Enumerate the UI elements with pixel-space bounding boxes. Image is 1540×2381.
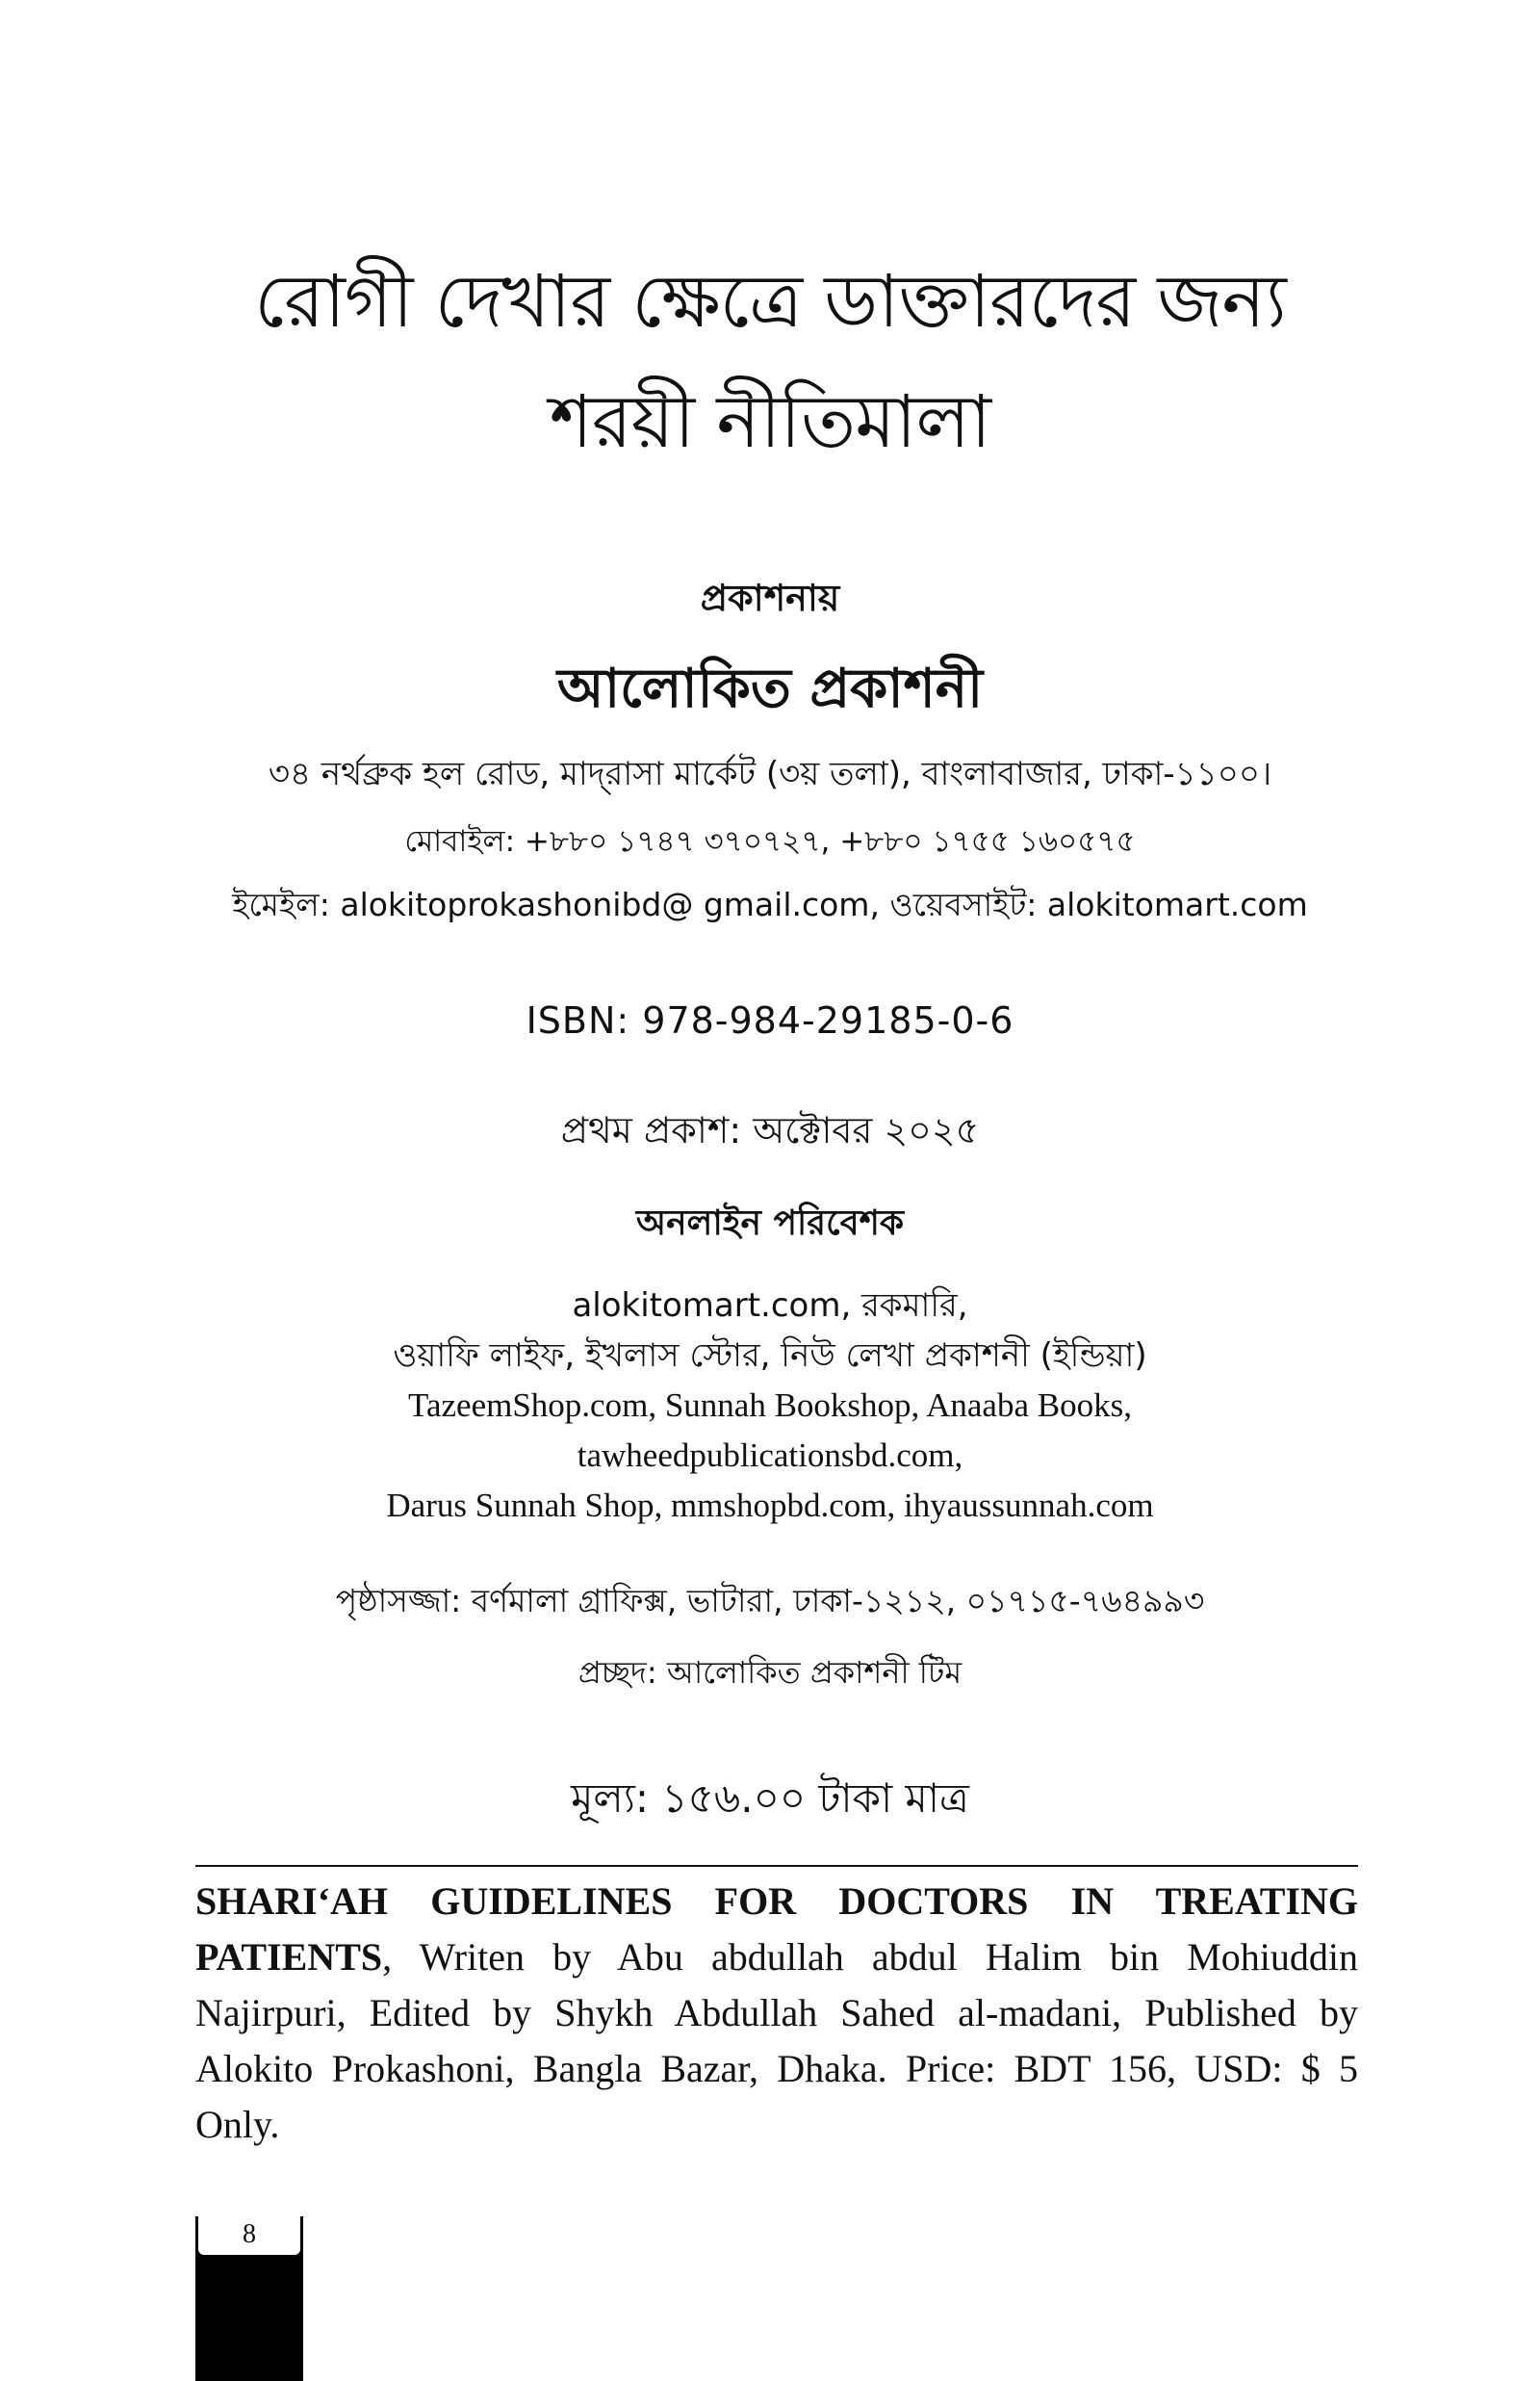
divider-rule [195,1865,1358,1867]
page-number: 8 [198,2216,300,2255]
publisher-mobile: মোবাইল: +৮৮০ ১৭৪৭ ৩৭০৭২৭, +৮৮০ ১৭৫৫ ১৬০৫৭৫ [404,824,1136,859]
book-title-line-2: শরয়ী নীতিমালা [549,378,991,464]
publisher-address: ৩৪ নর্থব্রুক হল রোড, মাদ্‌রাসা মার্কেট (৩য় তলা), বাংলাবাজার, ঢাকা-১১০০। [268,755,1272,793]
english-summary [195,1874,1358,2153]
cover-credit: প্রচ্ছদ: আলোকিত প্রকাশনী টিম [578,1654,962,1691]
isbn: ISBN: 978-984-29185-0-6 [526,999,1014,1042]
book-title-line-1: রোগী দেখার ক্ষেত্রে ডাক্তারদের জন্য [254,258,1286,344]
online-distributors-list [0,1281,1540,1531]
online-distributors-line-1: alokitomart.com, রকমারি, [572,1286,968,1325]
page-layout-credit: পৃষ্ঠাসজ্জা: বর্ণমালা গ্রাফিক্স, ভাটারা, ঢাকা-১২১২, ০১৭১৫-৭৬৪৯৯৩ [335,1582,1205,1619]
online-distributors-heading: অনলাইন পরিবেশক [635,1203,905,1243]
publisher-email-website: ইমেইল: alokitoprokashonibd@ gmail.com, ওয়েবসাইট: alokitomart.com [232,886,1308,923]
first-publication: প্রথম প্রকাশ: অক্টোবর ২০২৫ [560,1109,980,1152]
online-distributors-line-5: Darus Sunnah Shop, mmshopbd.com, ihyaussunnah.com [386,1487,1154,1524]
publisher-label: প্রকাশনায় [700,577,840,619]
book-title [0,241,1540,481]
online-distributors-line-2: ওয়াফি লাইফ, ইখলাস স্টোর, নিউ লেখা প্রকাশনী (ইন্ডিয়া) [393,1336,1147,1375]
publisher-name: আলোকিত প্রকাশনী [556,658,984,720]
price: মূল্য: ১৫৬.০০ টাকা মাত্র [571,1774,969,1822]
online-distributors-line-4: tawheedpublicationsbd.com, [577,1436,963,1474]
online-distributors-line-3: TazeemShop.com, Sunnah Bookshop, Anaaba Books, [408,1386,1132,1424]
english-details: , Writen by Abu abdullah abdul Halim bin Mohiuddin Najirpuri, Edited by Shykh Abdullah Sahed al-madani, Published by Alokito Prokashoni, Bangla Bazar, Dhaka. Price: BDT 156, USD: $ 5 Only. [195,1935,1358,2146]
english-title: SHARI‘AH GUIDELINES FOR DOCTORS IN TREATING PATIENTS [195,1879,1358,1979]
